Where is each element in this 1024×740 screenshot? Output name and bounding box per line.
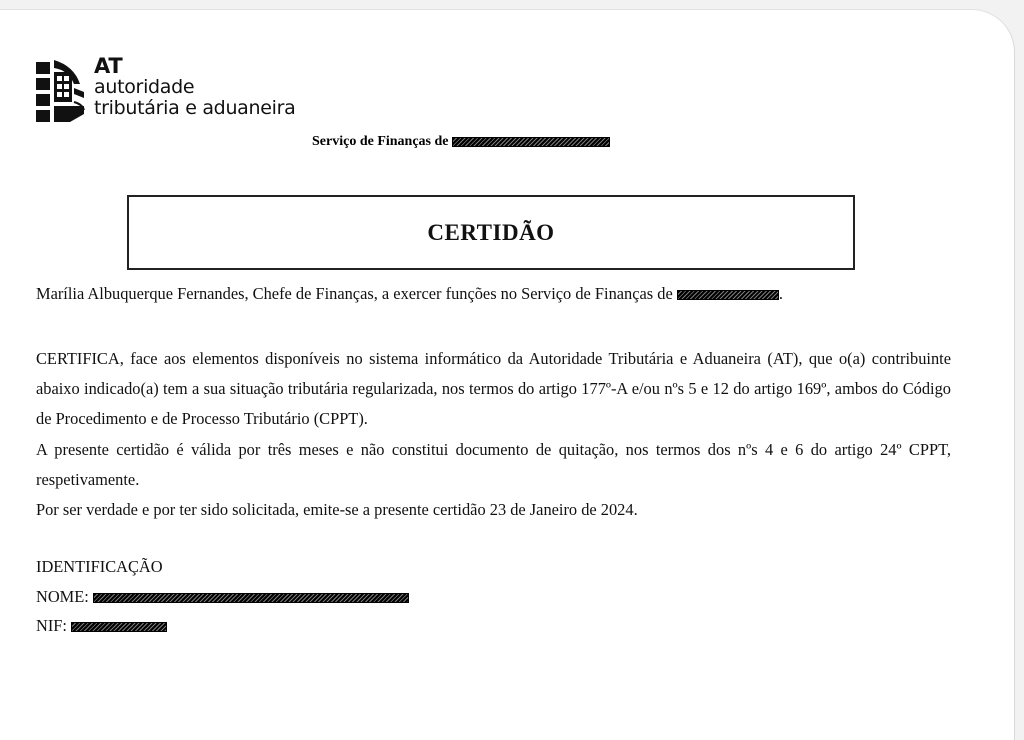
body-paragraph-issued: Por ser verdade e por ter sido solicitada, emite-se a presente certidão 23 de Janeiro de 2024. [36,500,638,520]
intro-period: . [778,284,783,303]
name-label: NOME: [36,586,89,606]
office-line [312,134,610,150]
intro-line [36,284,783,304]
name-redaction [93,593,409,603]
logo-at: AT [94,54,123,78]
nif-redaction [71,622,167,632]
identification-section [36,552,409,641]
body-paragraph-certifica: CERTIFICA, face aos elementos disponíveis no sistema informático da Autoridade Tributária e Aduaneira (AT), que o(a) contribuinte abaixo indicado(a) tem a sua situação tributária regularizada, nos termos do artigo 177º-A e/ou nºs 5 e 12 do artigo 169º, ambos do Código de Procedimento e de Processo Tributário (CPPT). [36,349,951,429]
intro-redaction [677,290,779,300]
office-label: Serviço de Finanças de [312,134,449,149]
nif-label: NIF: [36,616,67,635]
office-redaction [452,137,610,147]
at-logo-icon [34,58,86,124]
certificate-title-box [127,195,855,270]
name-row [36,582,409,612]
at-logo [34,56,334,136]
document-page [0,10,1014,740]
certificate-body [36,344,951,525]
certificate-title: CERTIDÃO [427,219,555,245]
identification-heading: IDENTIFICAÇÃO [36,557,163,576]
logo-wordmark [94,56,296,119]
logo-autoridade: autoridade [94,76,195,98]
intro-text: Marília Albuquerque Fernandes, Chefe de Finanças, a exercer funções no Serviço de Finanças de [36,284,673,303]
nif-row [36,611,409,641]
logo-tributaria: tributária e aduaneira [94,97,296,119]
body-paragraph-validity: A presente certidão é válida por três meses e não constitui documento de quitação, nos termos dos nºs 4 e 6 do artigo 24º CPPT, respetivamente. [36,439,951,489]
